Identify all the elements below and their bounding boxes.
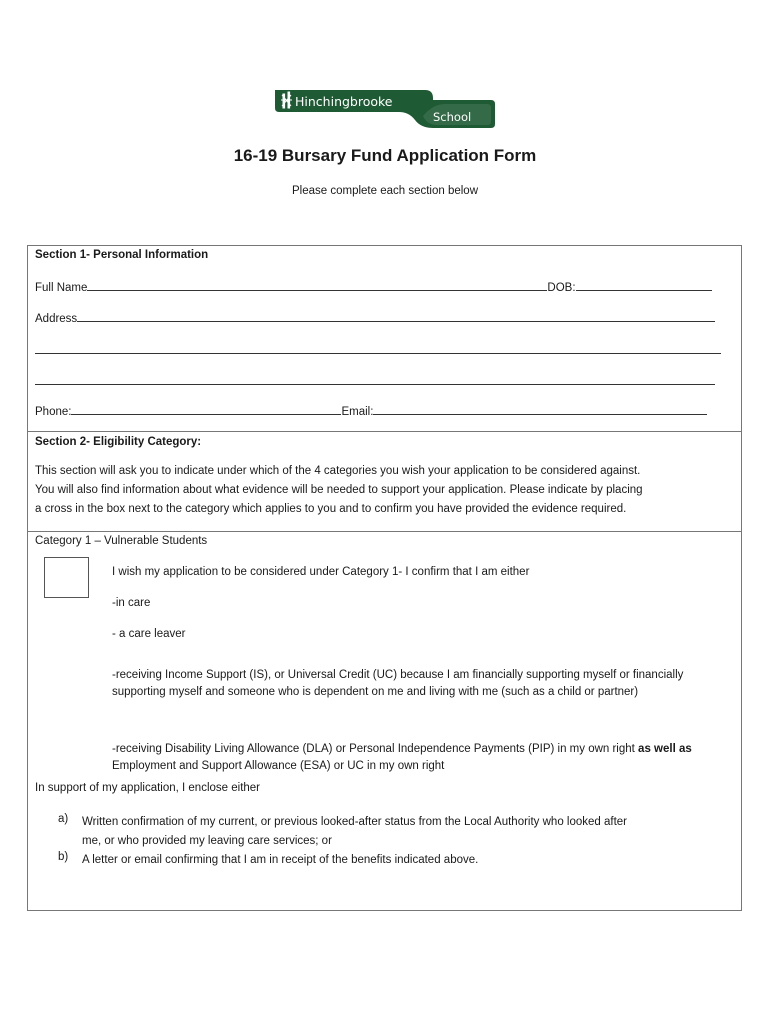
disability-bold-as: as	[638, 743, 651, 755]
category-divider	[28, 531, 741, 532]
address-row-3	[35, 374, 734, 388]
evidence-item-a-text-line2: me, or who provided my leaving care services; or	[82, 835, 332, 847]
email-field[interactable]	[373, 404, 707, 415]
page-subtitle: Please complete each section below	[291, 185, 479, 197]
address-field-line2[interactable]	[35, 343, 721, 354]
category1-option-income-support: -receiving Income Support (IS), or Universal Credit (UC) because I am financially supporting myself or financially supporting myself and someone who is dependent on me and living with me (such as a child or partner)	[112, 669, 684, 698]
disability-text-b: Employment and Support Allowance (ESA) or UC in my own right	[112, 760, 445, 772]
application-form	[27, 245, 742, 911]
evidence-item-a-label: a)	[58, 813, 69, 825]
category1-option-in-care: -in care	[112, 597, 151, 609]
evidence-item-b-label: b)	[58, 851, 69, 863]
section2-intro-line2: You will also find information about what evidence will be needed to support your application. Please indicate by placing	[35, 484, 643, 496]
address-row	[35, 311, 734, 325]
phone-field[interactable]	[71, 404, 341, 415]
page-title: 16-19 Bursary Fund Application Form	[233, 146, 537, 165]
support-statement: In support of my application, I enclose either	[35, 782, 261, 794]
email-label: Email:	[341, 406, 374, 418]
category1-option-disability	[112, 741, 727, 775]
phone-label: Phone:	[35, 406, 72, 418]
logo-line1: Hinchingbrooke	[295, 94, 393, 109]
section-divider	[28, 431, 741, 432]
evidence-item-a-text-line1: Written confirmation of my current, or previous looked-after status from the Local Authority who looked after	[82, 816, 628, 828]
address-field-line3[interactable]	[35, 374, 715, 385]
contact-row	[35, 404, 734, 418]
full-name-label: Full Name	[35, 282, 88, 294]
section2-intro-line3: a cross in the box next to the category which applies to you and to confirm you have provided the evidence required.	[35, 503, 627, 515]
address-label: Address	[35, 313, 78, 325]
evidence-item-b-text: A letter or email confirming that I am in receipt of the benefits indicated above.	[82, 854, 479, 866]
category1-option-care-leaver: - a care leaver	[112, 628, 186, 640]
address-field-line1[interactable]	[77, 311, 715, 322]
dob-field[interactable]	[576, 280, 712, 291]
category1-checkbox[interactable]	[44, 557, 89, 598]
logo-line2: School	[433, 110, 472, 124]
section2-intro-line1: This section will ask you to indicate under which of the 4 categories you wish your application to be considered against.	[35, 465, 641, 477]
category1-confirm: I wish my application to be considered under Category 1- I confirm that I am either	[112, 566, 530, 578]
school-logo	[273, 86, 497, 130]
section2-heading: Section 2- Eligibility Category:	[35, 436, 202, 448]
full-name-field[interactable]	[87, 280, 547, 291]
section1-heading: Section 1- Personal Information	[35, 249, 209, 261]
dob-label: DOB:	[547, 282, 576, 294]
address-row-2	[35, 343, 734, 357]
full-name-row	[35, 280, 734, 294]
category1-heading: Category 1 – Vulnerable Students	[35, 535, 208, 547]
disability-bold-well-as: well as	[654, 743, 692, 755]
disability-text-a: -receiving Disability Living Allowance (DLA) or Personal Independence Payments (PIP) in my own right	[112, 743, 639, 755]
